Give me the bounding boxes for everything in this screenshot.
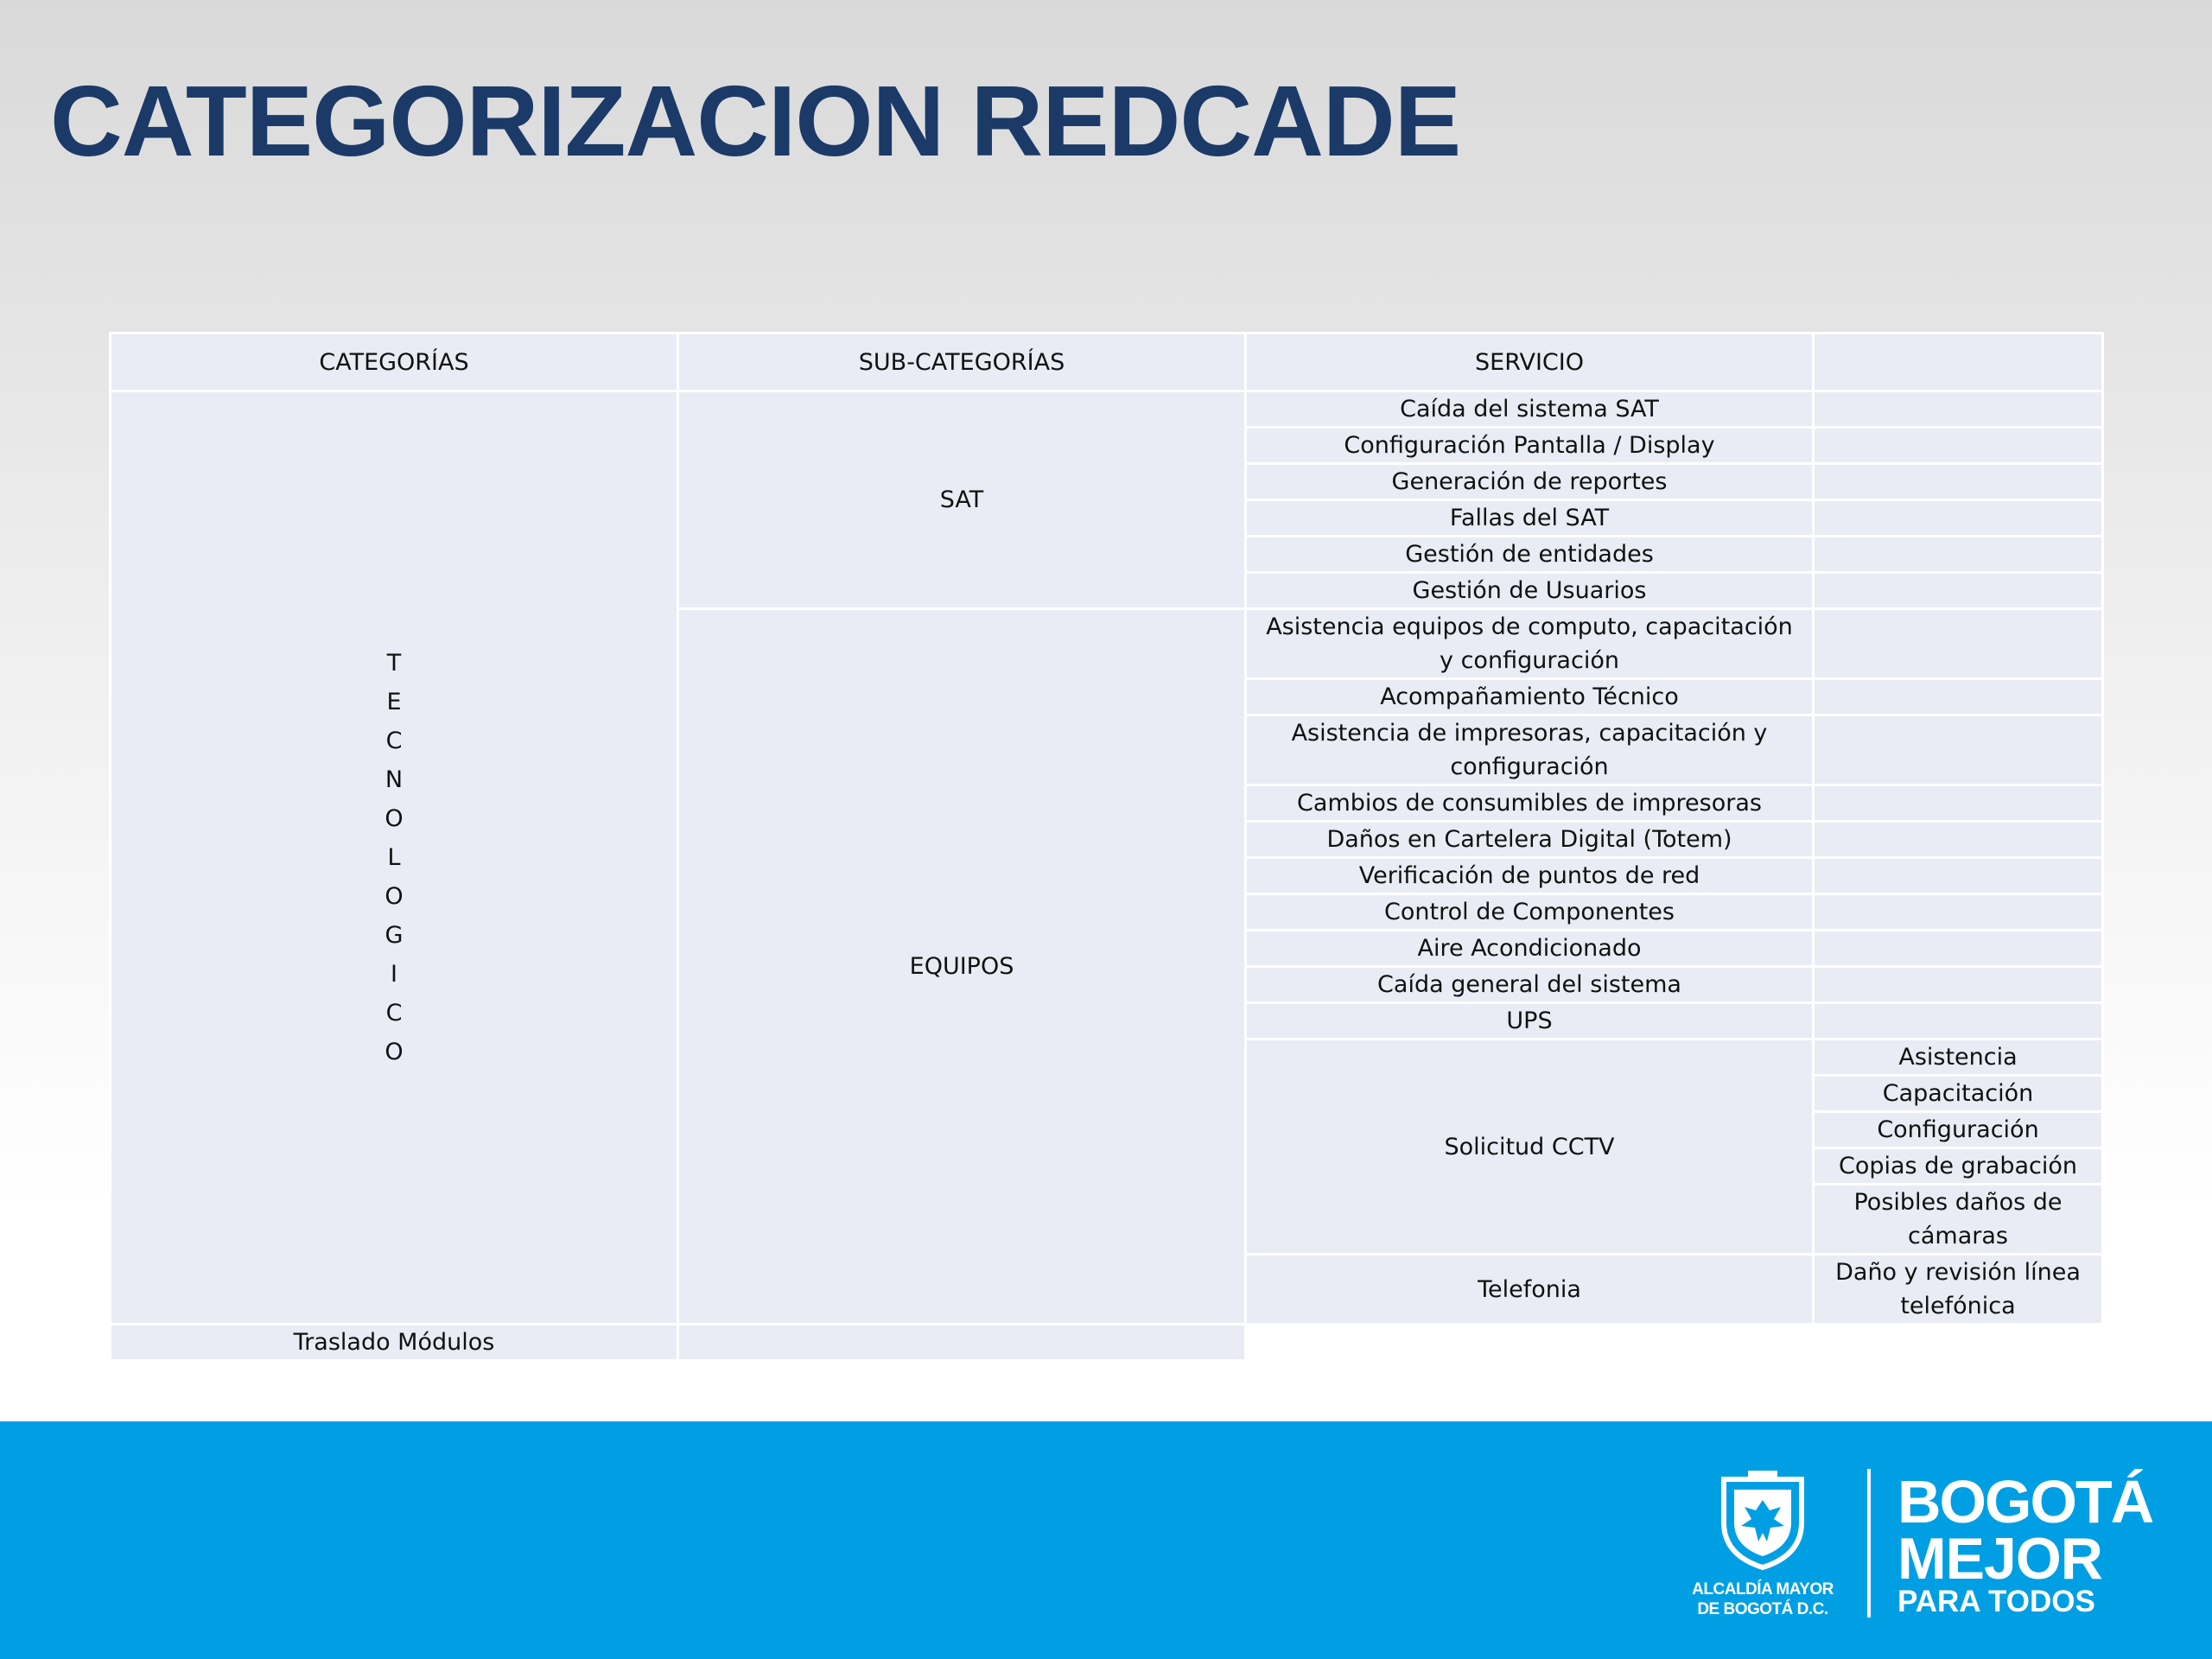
category-letter: N: [385, 766, 404, 793]
service-cell: Caída general del sistema: [1246, 967, 1814, 1003]
service-cell: Configuración Pantalla / Display: [1246, 428, 1814, 464]
service-cell: Aire Acondicionado: [1246, 931, 1814, 967]
service-cell: Control de Componentes: [1246, 894, 1814, 931]
footer-band: [0, 1421, 2212, 1659]
bogota-logo-line3: PARA TODOS: [1897, 1585, 2095, 1618]
bogota-mejor-logo: [1897, 1467, 2153, 1623]
service-cell: Cambios de consumibles de impresoras: [1246, 785, 1814, 822]
detail-cell: Copias de grabación: [1814, 1148, 2103, 1185]
detail-cell: [1814, 822, 2103, 858]
service-cell-telefonia: Telefonia: [1246, 1255, 1814, 1325]
service-cell: Verificación de puntos de red: [1246, 858, 1814, 894]
detail-cell: [1814, 967, 2103, 1003]
detail-cell: Configuración: [1814, 1112, 2103, 1148]
service-cell: Gestión de entidades: [1246, 537, 1814, 573]
detail-cell: [1814, 537, 2103, 573]
category-letter: T: [386, 650, 402, 677]
category-letter: O: [385, 805, 404, 832]
detail-cell: [1814, 428, 2103, 464]
detail-cell: Posibles daños de cámaras: [1814, 1185, 2103, 1255]
table-header-row: [111, 334, 2103, 391]
header-detalle: [1814, 334, 2103, 391]
category-letter: O: [385, 1039, 404, 1065]
detail-cell: [1814, 679, 2103, 715]
category-letter: I: [391, 961, 397, 988]
service-cell: Daños en Cartelera Digital (Totem): [1246, 822, 1814, 858]
categorization-table-container: [109, 332, 2104, 1362]
header-servicio: SERVICIO: [1246, 334, 1814, 391]
detail-cell: [1814, 464, 2103, 500]
detail-cell: [1814, 931, 2103, 967]
service-cell: Gestión de Usuarios: [1246, 573, 1814, 609]
detail-cell: [1814, 715, 2103, 785]
detail-cell: [1814, 858, 2103, 894]
service-cell: Asistencia equipos de computo, capacitación y configuración: [1246, 609, 1814, 679]
service-cell-cctv: Solicitud CCTV: [1246, 1039, 1814, 1255]
bogota-logo-line1: BOGOTÁ: [1897, 1468, 2153, 1535]
detail-cell: [1814, 894, 2103, 931]
category-letter: C: [385, 728, 403, 754]
alcaldia-caption-line2: DE BOGOTÁ D.C.: [1697, 1600, 1828, 1618]
subcategory-equipos: EQUIPOS: [678, 609, 1246, 1325]
alcaldia-caption-line1: ALCALDÍA MAYOR: [1692, 1580, 1834, 1599]
table-row: [111, 1325, 2103, 1361]
detail-cell: [1814, 609, 2103, 679]
logo-divider: [1867, 1469, 1871, 1618]
detail-cell: [1814, 500, 2103, 537]
detail-cell: Capacitación: [1814, 1076, 2103, 1112]
header-subcategorias: SUB-CATEGORÍAS: [678, 334, 1246, 391]
detail-cell: Asistencia: [1814, 1039, 2103, 1076]
category-cell-tecnologico: [111, 391, 678, 1325]
category-letter: E: [386, 689, 402, 715]
slide-title: CATEGORIZACION REDCADE: [50, 65, 1461, 177]
service-cell: UPS: [1246, 1003, 1814, 1039]
service-cell: Fallas del SAT: [1246, 500, 1814, 537]
service-cell: Acompañamiento Técnico: [1246, 679, 1814, 715]
category-letter: O: [385, 883, 404, 910]
alcaldia-logo: [1685, 1469, 1840, 1624]
detail-cell: [1814, 391, 2103, 428]
category-letter: G: [385, 922, 404, 949]
detail-cell: Daño y revisión línea telefónica: [1814, 1255, 2103, 1325]
header-categorias: CATEGORÍAS: [111, 334, 678, 391]
detail-cell: [1814, 1003, 2103, 1039]
service-cell: Caída del sistema SAT: [1246, 391, 1814, 428]
service-cell: Generación de reportes: [1246, 464, 1814, 500]
category-vertical-text: [122, 646, 666, 1069]
bogota-logo-line2: MEJOR: [1897, 1526, 2102, 1592]
detail-cell: [1814, 573, 2103, 609]
categorization-table: [109, 332, 2104, 1362]
coat-of-arms-icon: [1715, 1469, 1810, 1571]
service-cell: Asistencia de impresoras, capacitación y configuración: [1246, 715, 1814, 785]
subcategory-sat: SAT: [678, 391, 1246, 609]
category-letter: L: [387, 844, 401, 871]
detail-cell: [1814, 785, 2103, 822]
category-letter: C: [385, 1000, 403, 1027]
detail-cell: [678, 1325, 1246, 1361]
service-cell-traslado: Traslado Módulos: [111, 1325, 678, 1361]
table-row: [111, 391, 2103, 428]
